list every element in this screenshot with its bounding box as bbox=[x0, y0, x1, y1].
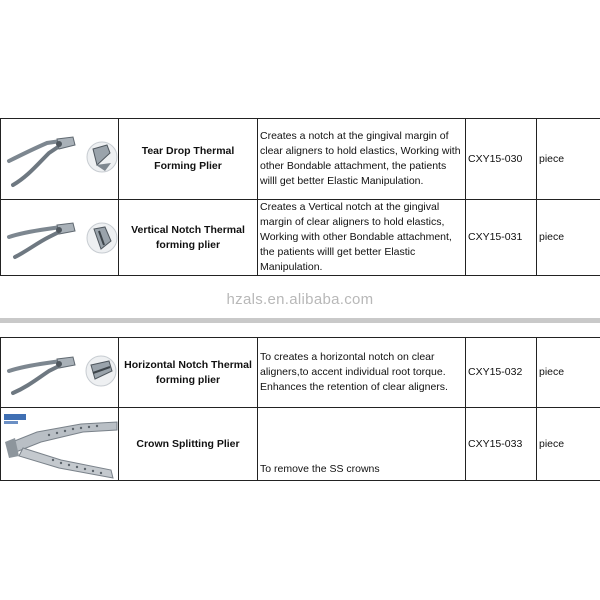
product-description: Creates a Vertical notch at the gingival margin of clear aligners to hold elastics, Working with other Bondable attachment, the patients willl get better Elastic Manipulation. bbox=[258, 200, 466, 276]
product-unit: piece bbox=[537, 338, 600, 408]
table-row bbox=[1, 408, 600, 481]
plier-image bbox=[1, 339, 119, 407]
product-code: CXY15-030 bbox=[466, 119, 537, 200]
product-unit: piece bbox=[537, 408, 600, 481]
watermark: hzals.en.alibaba.com bbox=[226, 291, 374, 308]
product-image-cell bbox=[1, 119, 119, 200]
product-description: To creates a horizontal notch on clear aligners,to accent individual root torque. Enhances the retention of clear aligners. bbox=[258, 338, 466, 408]
product-description: To remove the SS crowns bbox=[258, 408, 466, 481]
product-code: CXY15-032 bbox=[466, 338, 537, 408]
table-row bbox=[1, 338, 600, 408]
product-code: CXY15-031 bbox=[466, 200, 537, 276]
product-table-bottom bbox=[0, 337, 600, 481]
section-divider bbox=[0, 318, 600, 323]
crown-splitter-image bbox=[1, 408, 119, 480]
product-name: Crown Splitting Plier bbox=[119, 408, 258, 481]
product-description: Creates a notch at the gingival margin of clear aligners to hold elastics, Working with other Bondable attachment, the patients willl get better Elastic Manipulation. bbox=[258, 119, 466, 200]
product-name: Horizontal Notch Thermal forming plier bbox=[119, 338, 258, 408]
product-code: CXY15-033 bbox=[466, 408, 537, 481]
product-image-cell bbox=[1, 200, 119, 276]
product-name: Tear Drop Thermal Forming Plier bbox=[119, 119, 258, 200]
product-image-cell bbox=[1, 408, 119, 481]
table-row bbox=[1, 200, 600, 276]
plier-image bbox=[1, 119, 119, 199]
product-unit: piece bbox=[537, 119, 600, 200]
product-unit: piece bbox=[537, 200, 600, 276]
product-table-top bbox=[0, 118, 600, 276]
plier-image bbox=[1, 201, 119, 275]
product-name: Vertical Notch Thermal forming plier bbox=[119, 200, 258, 276]
table-row bbox=[1, 119, 600, 200]
product-image-cell bbox=[1, 338, 119, 408]
